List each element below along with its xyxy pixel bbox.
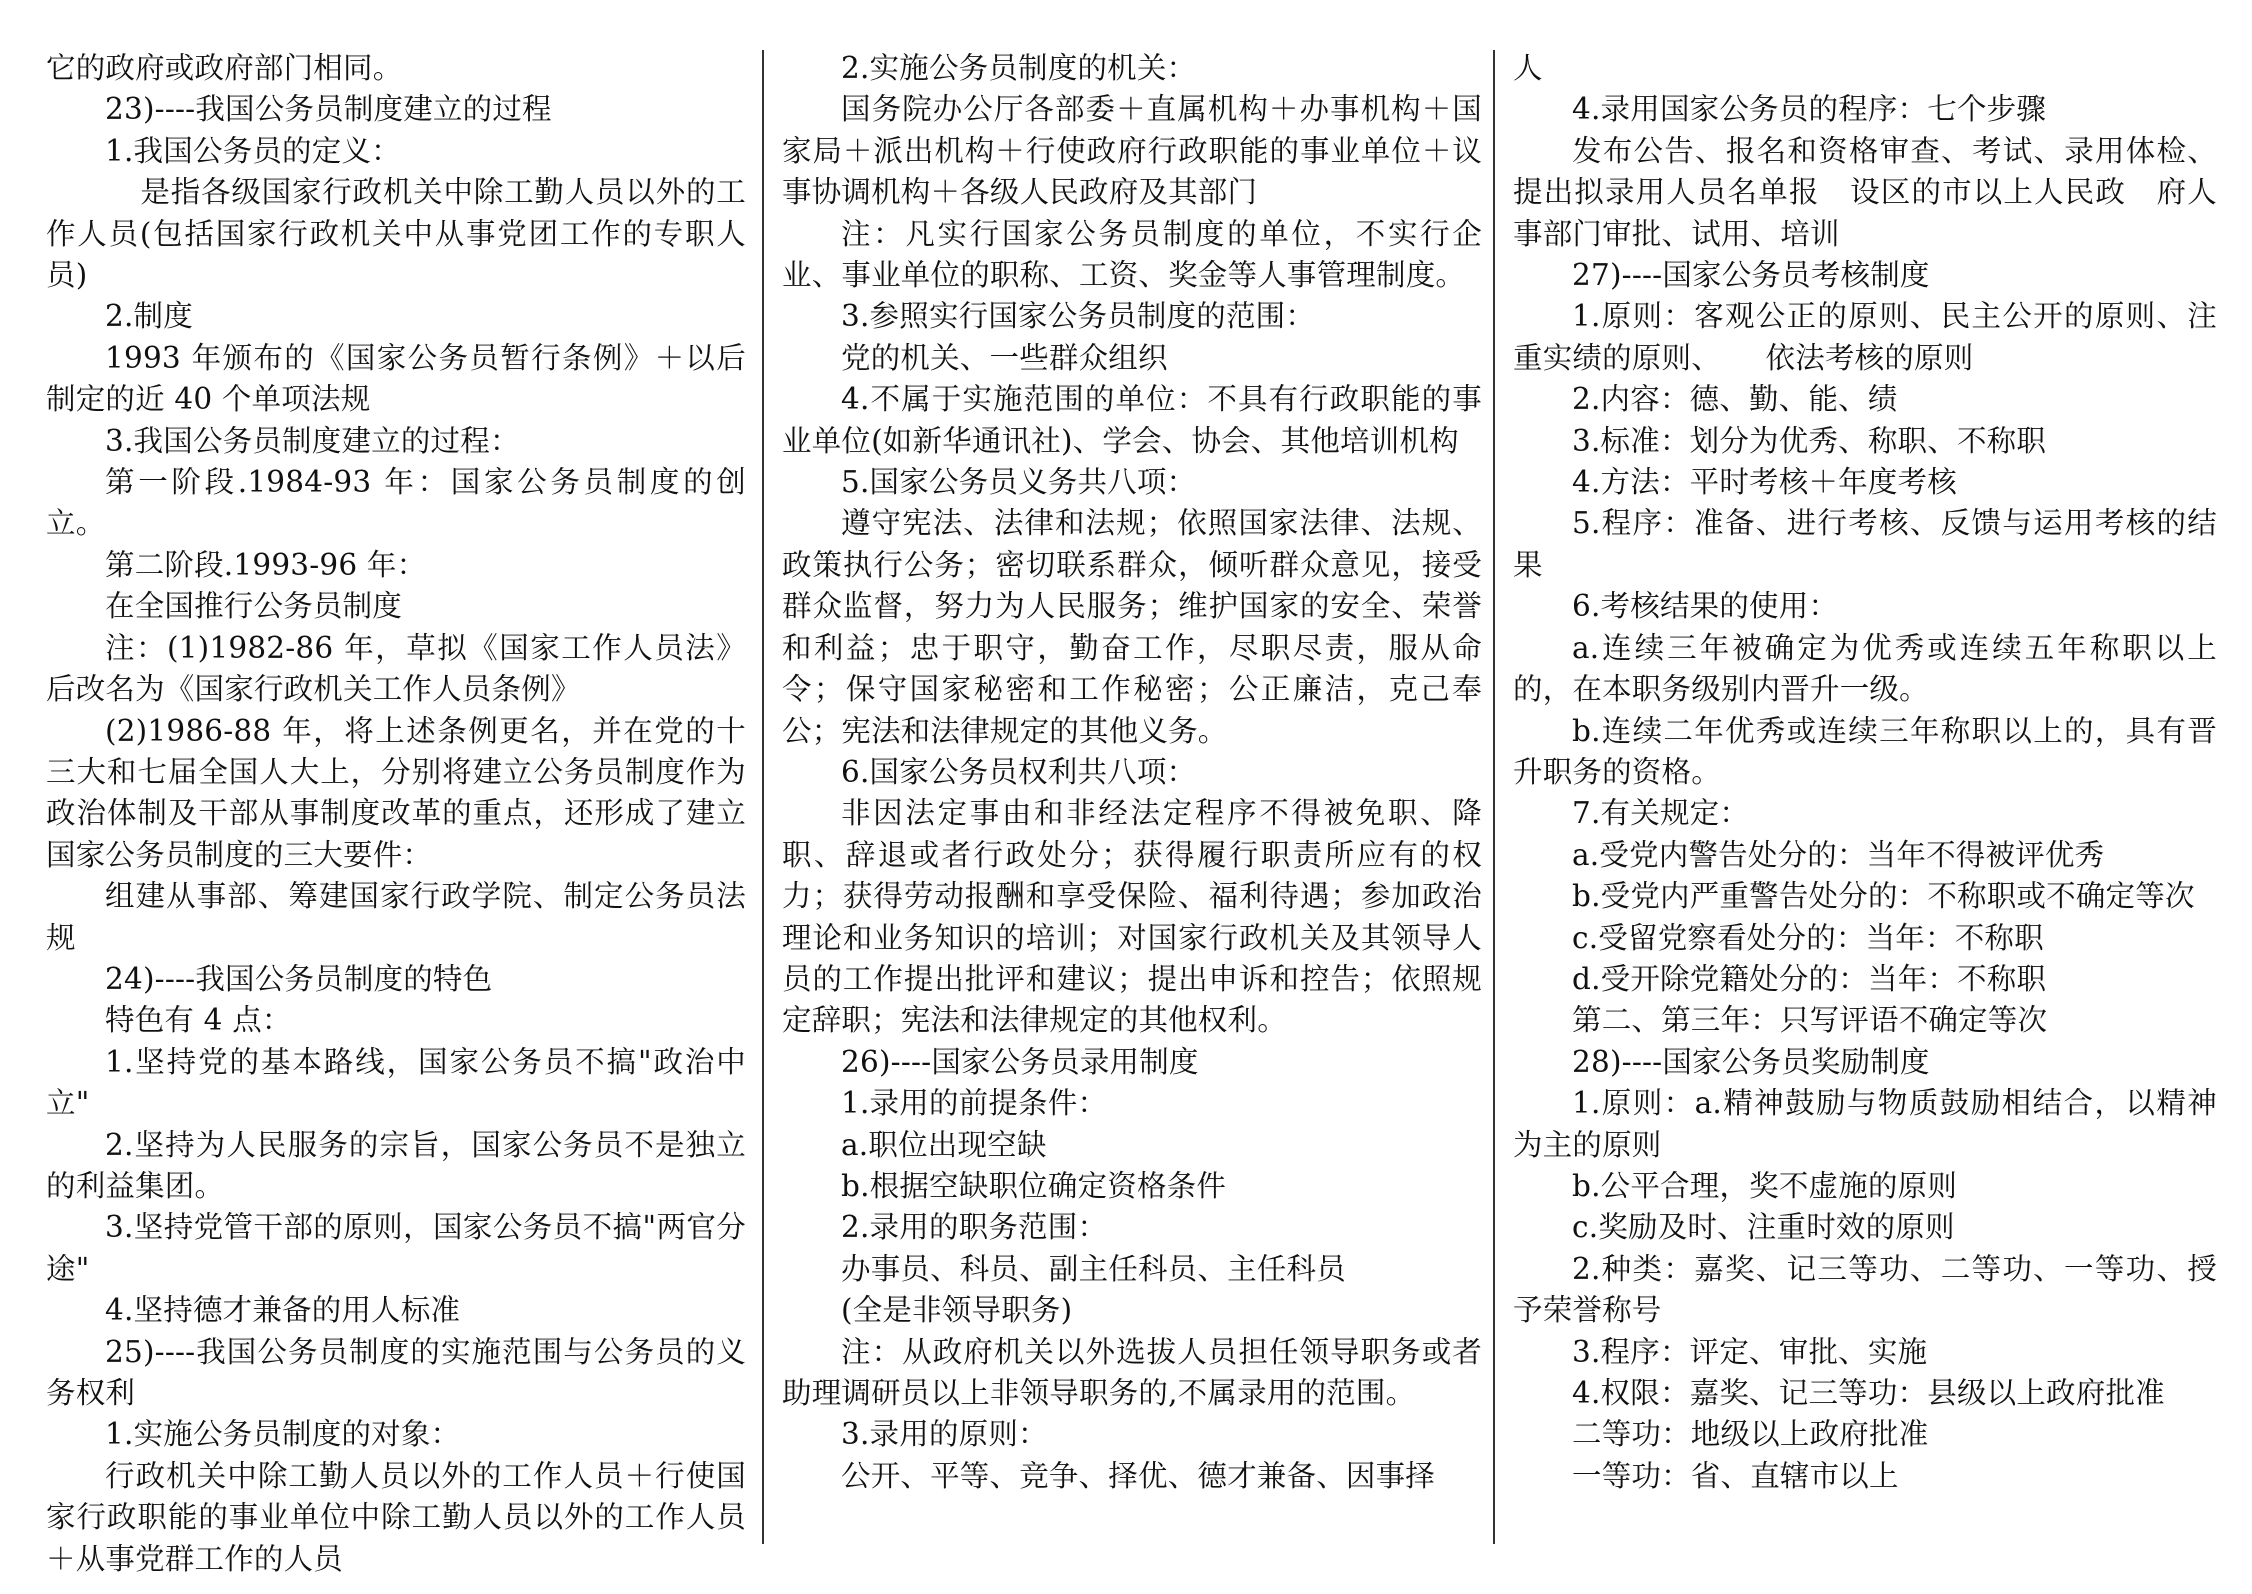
paragraph: 党的机关、一些群众组织 <box>841 340 1168 375</box>
paragraph: 5.程序：准备、进行考核、反馈与运用考核的结果 <box>1513 506 2217 582</box>
paragraph: a.受党内警告处分的：当年不得被评优秀 <box>1572 837 2105 872</box>
paragraph: 2.坚持为人民服务的宗旨，国家公务员不是独立的利益集团。 <box>46 1127 746 1203</box>
paragraph: b.受党内严重警告处分的：不称职或不确定等次 <box>1572 879 2195 914</box>
paragraph: 3.坚持党管干部的原则，国家公务员不搞"两官分途" <box>46 1210 746 1286</box>
paragraph: a.职位出现空缺 <box>841 1127 1047 1162</box>
paragraph: 组建从事部、筹建国家行政学院、制定公务员法规 <box>46 879 746 955</box>
paragraph: 1.坚持党的基本路线，国家公务员不搞"政治中立" <box>46 1044 746 1121</box>
paragraph: 27)----国家公务员考核制度 <box>1572 258 1930 293</box>
paragraph: 2.制度 <box>105 299 193 334</box>
paragraph: 注：从政府机关以外选拔人员担任领导职务或者助理调研员以上非领导职务的,不属录用的范围。 <box>782 1334 1482 1410</box>
paragraph: 第二阶段.1993-96 年： <box>105 547 427 582</box>
column-divider-1 <box>762 50 764 1544</box>
paragraph: 6.国家公务员权利共八项： <box>841 754 1197 789</box>
paragraph: 第一阶段.1984-93 年：国家公务员制度的创立。 <box>46 465 746 541</box>
paragraph: 6.考核结果的使用： <box>1572 589 1839 624</box>
paragraph: c.受留党察看处分的：当年：不称职 <box>1572 920 2044 955</box>
paragraph: 人 <box>1513 51 1543 85</box>
paragraph: 2.内容：德、勤、能、绩 <box>1572 382 1898 417</box>
paragraph: 1.原则：a.精神鼓励与物质鼓励相结合，以精神为主的原则 <box>1513 1086 2217 1162</box>
paragraph: 第二、第三年：只写评语不确定等次 <box>1572 1003 2048 1038</box>
paragraph: b.根据空缺职位确定资格条件 <box>841 1168 1227 1203</box>
paragraph: 2.实施公务员制度的机关： <box>841 51 1197 85</box>
paragraph: 二等功：地级以上政府批准 <box>1572 1417 1929 1452</box>
text-column-middle <box>782 48 1482 1548</box>
paragraph: 1.实施公务员制度的对象： <box>105 1417 461 1452</box>
paragraph: d.受开除党籍处分的：当年：不称职 <box>1572 961 2047 996</box>
paragraph: 5.国家公务员义务共八项： <box>841 465 1197 500</box>
paragraph: 24)----我国公务员制度的特色 <box>105 961 493 996</box>
text-column-left <box>46 48 746 1576</box>
paragraph: (2)1986-88 年，将上述条例更名，并在党的十三大和七届全国人大上，分别将建立公务员制度作为政治体制及干部从事制度改革的重点，还形成了建立国家公务员制度的三大要件： <box>46 713 746 872</box>
paragraph: 注：凡实行国家公务员制度的单位，不实行企业、事业单位的职称、工资、奖金等人事管理制度。 <box>782 216 1482 293</box>
paragraph: 23)----我国公务员制度建立的过程 <box>105 92 552 127</box>
paragraph: 3.标准：划分为优秀、称职、不称职 <box>1572 423 2047 458</box>
paragraph: c.奖励及时、注重时效的原则 <box>1572 1210 1955 1245</box>
paragraph: 非因法定事由和非经法定程序不得被免职、降职、辞退或者行政处分；获得履行职责所应有的权力；获得劳动报酬和享受保险、福利待遇；参加政治理论和业务知识的培训；对国家行政机关及其领导人员的工作提出批评和建议；提出申诉和控告；依照规定辞职；宪法和法律规定的其他权利。 <box>782 796 1482 1038</box>
paragraph: b.公平合理，奖不虚施的原则 <box>1572 1168 1958 1203</box>
paragraph: 办事员、科员、副主任科员、主任科员 <box>841 1251 1346 1286</box>
paragraph: 4.录用国家公务员的程序：七个步骤 <box>1572 92 2047 127</box>
text-column-right <box>1513 48 2217 1548</box>
paragraph: 3.录用的原则： <box>841 1417 1048 1452</box>
column-divider-2 <box>1493 50 1495 1544</box>
paragraph: (全是非领导职务) <box>841 1293 1073 1328</box>
paragraph: 国务院办公厅各部委＋直属机构＋办事机构＋国家局＋派出机构＋行使政府行政职能的事业单位＋议事协调机构＋各级人民政府及其部门 <box>782 92 1482 210</box>
paragraph: 公开、平等、竞争、择优、德才兼备、因事择 <box>841 1458 1436 1493</box>
paragraph: 是指各级国家行政机关中除工勤人员以外的工作人员(包括国家行政机关中从事党团工作的专职人员) <box>46 175 746 293</box>
paragraph: 3.我国公务员制度建立的过程： <box>105 423 520 458</box>
paragraph: 一等功：省、直辖市以上 <box>1572 1458 1899 1493</box>
paragraph: 特色有 4 点： <box>105 1003 292 1038</box>
paragraph: 1.我国公务员的定义： <box>105 133 401 168</box>
paragraph: 4.权限：嘉奖、记三等功：县级以上政府批准 <box>1572 1376 2165 1410</box>
paragraph: 1993 年颁布的《国家公务员暂行条例》＋以后制定的近 40 个单项法规 <box>46 340 746 417</box>
paragraph: 1.录用的前提条件： <box>841 1086 1108 1121</box>
paragraph: 4.方法：平时考核＋年度考核 <box>1572 465 1957 500</box>
paragraph: 1.原则：客观公正的原则、民主公开的原则、注重实绩的原则、 依法考核的原则 <box>1513 299 2217 375</box>
paragraph: 行政机关中除工勤人员以外的工作人员＋行使国家行政职能的事业单位中除工勤人员以外的工作人员＋从事党群工作的人员 <box>46 1458 746 1576</box>
paragraph: 3.参照实行国家公务员制度的范围： <box>841 299 1316 334</box>
paragraph: 2.种类：嘉奖、记三等功、二等功、一等功、授予荣誉称号 <box>1513 1251 2217 1328</box>
paragraph: 遵守宪法、法律和法规；依照国家法律、法规、政策执行公务；密切联系群众，倾听群众意见，接受群众监督，努力为人民服务；维护国家的安全、荣誉和利益；忠于职守，勤奋工作，尽职尽责，服从命令；保守国家秘密和工作秘密；公正廉洁，克己奉公；宪法和法律规定的其他义务。 <box>782 506 1482 748</box>
paragraph: 4.坚持德才兼备的用人标准 <box>105 1293 461 1328</box>
paragraph: 它的政府或政府部门相同。 <box>46 51 403 85</box>
paragraph: b.连续二年优秀或连续三年称职以上的，具有晋升职务的资格。 <box>1513 713 2217 789</box>
paragraph: 25)----我国公务员制度的实施范围与公务员的义务权利 <box>46 1334 746 1410</box>
paragraph: 发布公告、报名和资格审查、考试、录用体检、提出拟录用人员名单报 设区的市以上人民政 府人事部门审批、试用、培训 <box>1513 133 2217 251</box>
paragraph: 2.录用的职务范围： <box>841 1210 1108 1245</box>
paragraph: 7.有关规定： <box>1572 796 1750 831</box>
paragraph: 28)----国家公务员奖励制度 <box>1572 1044 1930 1079</box>
paragraph: 4.不属于实施范围的单位：不具有行政职能的事业单位(如新华通讯社)、学会、协会、其他培训机构 <box>782 382 1482 458</box>
paragraph: 26)----国家公务员录用制度 <box>841 1044 1199 1079</box>
paragraph: 3.程序：评定、审批、实施 <box>1572 1334 1928 1369</box>
paragraph: a.连续三年被确定为优秀或连续五年称职以上的，在本职务级别内晋升一级。 <box>1513 630 2217 707</box>
paragraph: 注：(1)1982-86 年，草拟《国家工作人员法》后改名为《国家行政机关工作人员条例》 <box>46 630 746 707</box>
paragraph: 在全国推行公务员制度 <box>105 589 403 624</box>
